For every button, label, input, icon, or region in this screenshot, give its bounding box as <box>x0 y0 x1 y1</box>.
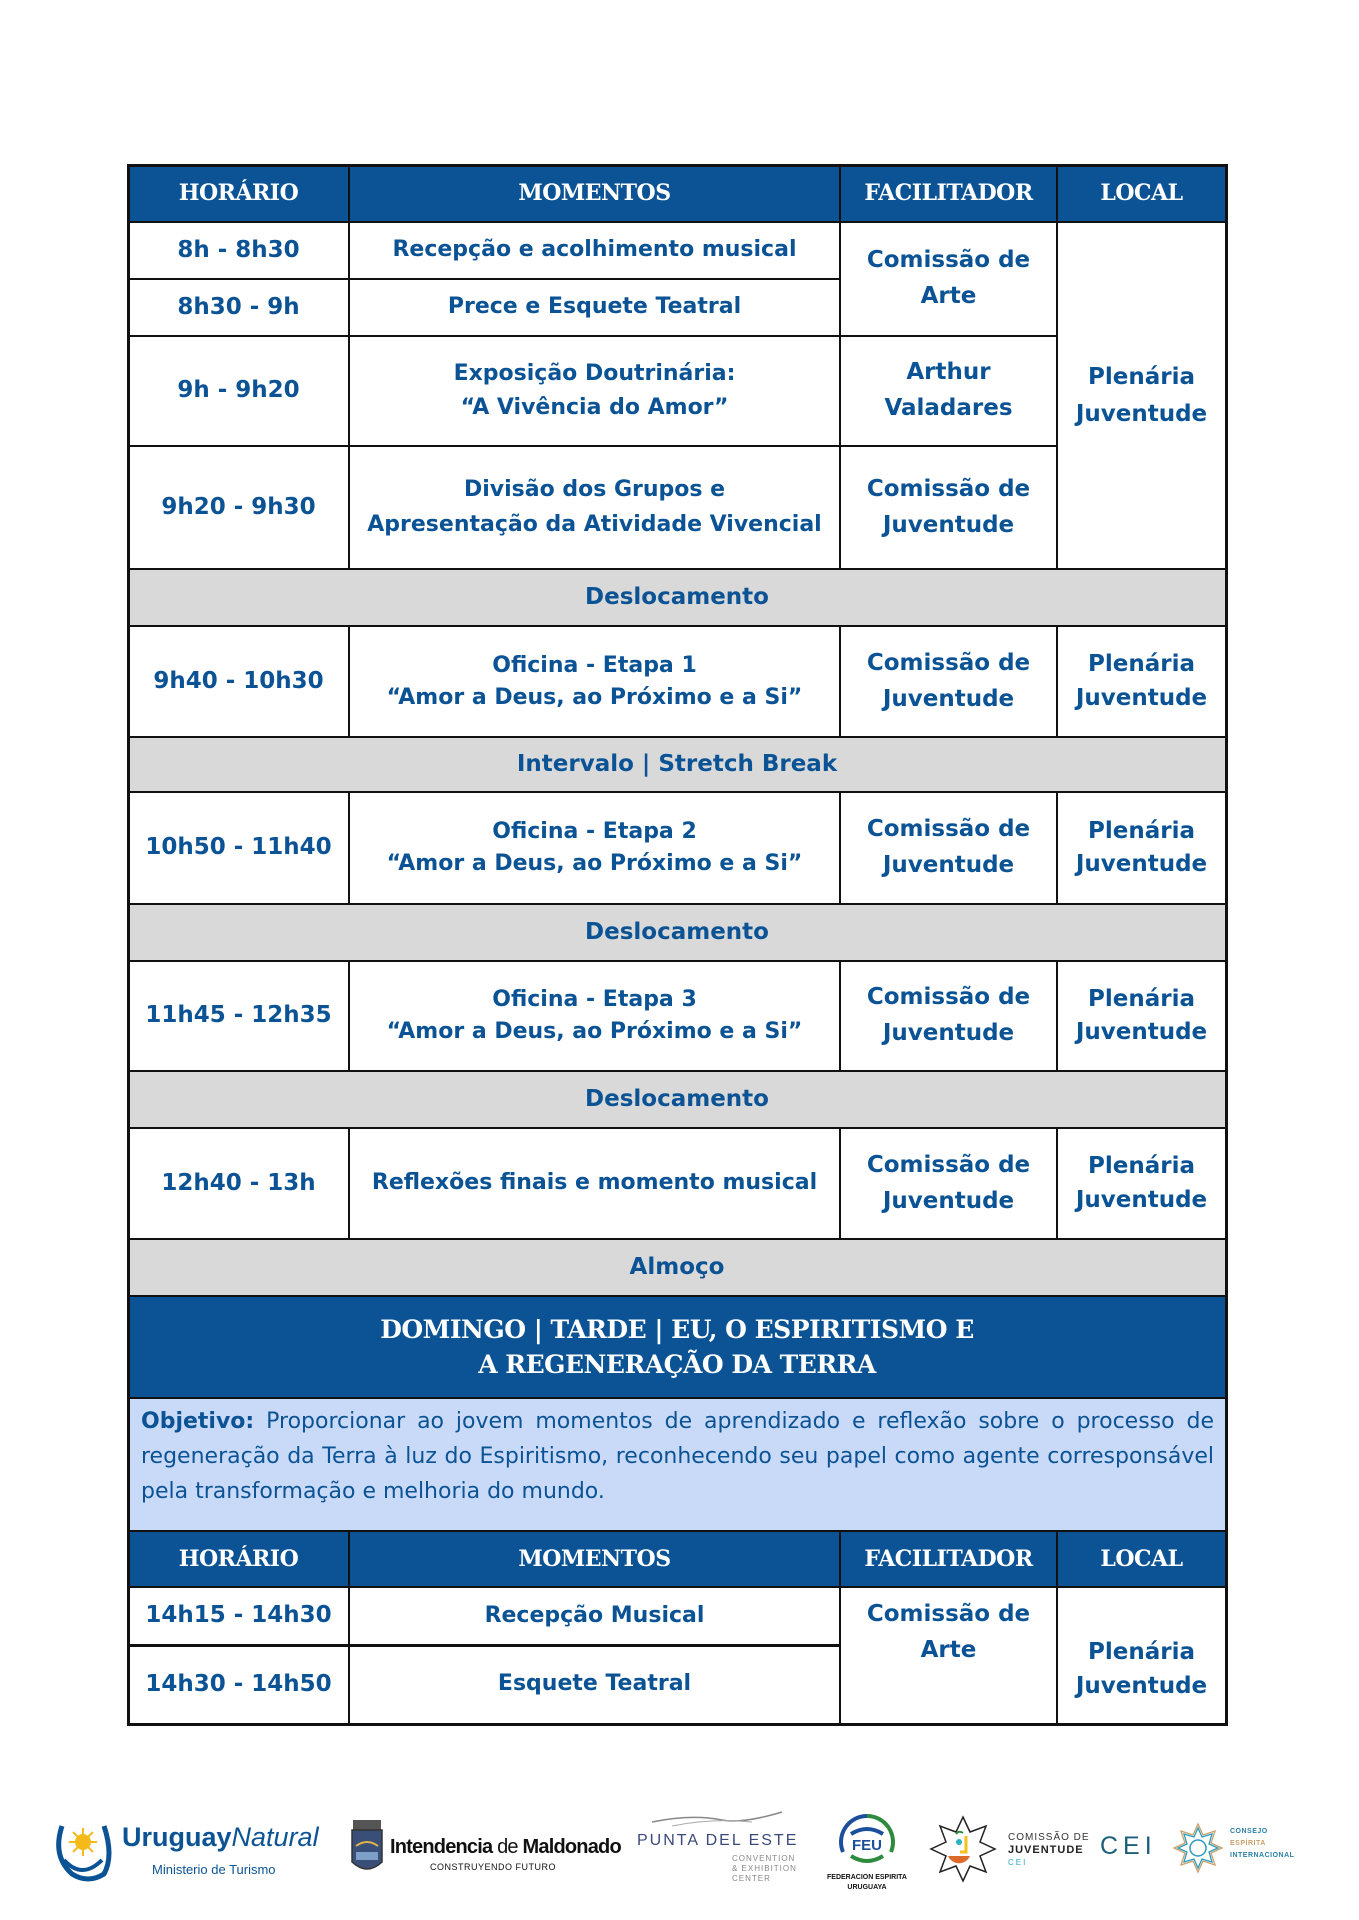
logo-text: de <box>497 1836 518 1858</box>
logo-uruguay-natural <box>52 1818 322 1888</box>
separator-text: Intervalo | Stretch Break <box>516 750 838 777</box>
table-border <box>127 164 130 1726</box>
header-horario: HORÁRIO <box>128 1531 349 1587</box>
column-divider <box>839 165 841 569</box>
comissao-star-icon <box>928 1814 998 1884</box>
moment-text: Recepção e acolhimento musical <box>392 237 797 263</box>
row-divider <box>128 1586 1226 1588</box>
local-text: Plenária <box>1088 363 1195 390</box>
separator-text: Deslocamento <box>585 1085 769 1112</box>
separator-text: Deslocamento <box>585 583 769 610</box>
logo-text: Intendencia <box>390 1836 493 1858</box>
facilitator-text: Juventude <box>882 852 1015 878</box>
section-title-banner <box>128 1296 1226 1398</box>
logo-text: FEU <box>852 1837 882 1854</box>
separator-row <box>128 737 1226 792</box>
sun-arc-icon <box>52 1820 114 1882</box>
separator-row <box>128 904 1226 961</box>
header-horario: HORÁRIO <box>128 165 349 222</box>
table-border <box>1225 164 1228 1726</box>
time-cell <box>128 792 349 904</box>
local-cell <box>1057 1128 1226 1239</box>
header-facilitador: FACILITADOR <box>840 1531 1057 1587</box>
logo-subtitle: CONSTRUYENDO FUTURO <box>430 1862 556 1872</box>
local-text: Juventude <box>1075 1019 1208 1045</box>
waves-icon <box>642 1808 792 1828</box>
facilitator-text: Juventude <box>882 511 1015 538</box>
logo-subtitle: URUGUAYA <box>847 1884 887 1891</box>
column-divider <box>348 1128 350 1239</box>
time-cell <box>128 222 349 279</box>
time-text: 10h50 - 11h40 <box>145 834 332 861</box>
time-text: 9h20 - 9h30 <box>161 493 316 520</box>
logo-punta-del-este <box>632 1808 802 1898</box>
objective-box <box>128 1398 1226 1531</box>
row-divider <box>128 1397 1226 1399</box>
moment-text: Reflexões finais e momento musical <box>371 1170 818 1196</box>
facilitator-text: Comissão de <box>866 816 1031 843</box>
local-text: Plenária <box>1088 1639 1195 1666</box>
header-momentos: MOMENTOS <box>349 1531 840 1587</box>
facilitator-text: Comissão de <box>866 247 1031 274</box>
facilitator-text: Comissão de <box>866 475 1031 502</box>
row-divider <box>128 960 1226 962</box>
local-cell <box>1057 626 1226 737</box>
header-facilitador: FACILITADOR <box>840 165 1057 222</box>
local-text: Juventude <box>1075 684 1208 711</box>
facilitator-cell <box>840 1587 1057 1724</box>
logo-text: Natural <box>231 1822 319 1852</box>
row-divider <box>128 278 840 280</box>
moment-cell <box>349 336 840 446</box>
column-divider <box>348 961 350 1071</box>
facilitator-cell <box>840 961 1057 1071</box>
facilitator-text: Valadares <box>884 395 1013 421</box>
row-divider <box>128 791 1226 793</box>
logo-text: COMISSÃO DE <box>1008 1832 1090 1843</box>
table-border <box>127 1723 1228 1726</box>
row-divider <box>128 736 1226 738</box>
column-divider <box>348 165 350 569</box>
table-border <box>127 164 1228 167</box>
moment-cell <box>349 626 840 737</box>
local-text: Juventude <box>1075 1186 1208 1213</box>
local-text: Juventude <box>1075 400 1208 427</box>
moment-text: Oficina - Etapa 3 <box>492 987 697 1013</box>
column-divider <box>839 1128 841 1239</box>
facilitator-text: Juventude <box>882 685 1015 712</box>
logo-text: PUNTA DEL ESTE <box>637 1832 799 1849</box>
time-text: 8h30 - 9h <box>177 293 300 320</box>
moment-cell <box>349 792 840 904</box>
feu-emblem-icon <box>837 1812 897 1872</box>
logo-intendencia-maldonado <box>350 1812 621 1892</box>
moment-cell <box>349 1128 840 1239</box>
column-divider <box>348 626 350 737</box>
logo-subtitle: Ministerio de Turismo <box>152 1862 276 1877</box>
moment-text: Esquete Teatral <box>497 1671 692 1697</box>
objective-text: Proporcionar ao jovem momentos de aprendizado e reflexão sobre o processo de regeneração da Terra à luz do Espiritismo, reconhecendo seu papel como agente corresponsável pela transformação e melhoria do mundo. <box>141 1409 1214 1505</box>
column-divider <box>1056 961 1058 1071</box>
time-cell <box>128 446 349 569</box>
local-text: Plenária <box>1088 817 1195 844</box>
column-divider <box>1056 792 1058 904</box>
logo-text: CEI <box>1008 1858 1028 1867</box>
sponsor-logos <box>0 1800 1359 1910</box>
logo-text: JUVENTUDE <box>1008 1844 1084 1856</box>
facilitator-text: Comissão de <box>866 1151 1031 1178</box>
time-cell <box>128 1587 349 1645</box>
row-divider <box>128 335 1057 337</box>
logo-subtitle: CONVENTION <box>732 1854 796 1863</box>
facilitator-cell <box>840 446 1057 569</box>
moment-cell <box>349 279 840 336</box>
separator-text: Almoço <box>629 1253 725 1280</box>
column-divider <box>1056 1128 1058 1239</box>
separator-row <box>128 1239 1226 1296</box>
facilitator-cell <box>840 1128 1057 1239</box>
section-title-line: A REGENERAÇÃO DA TERRA <box>478 1350 876 1379</box>
column-divider <box>839 1531 841 1724</box>
column-divider <box>1056 165 1058 569</box>
logo-text: ESPÍRITA <box>1230 1840 1266 1847</box>
logo-subtitle: FEDERACION ESPIRITA <box>827 1874 907 1881</box>
moment-text: “Amor a Deus, ao Próximo e a Si” <box>386 1019 803 1044</box>
column-divider <box>1056 626 1058 737</box>
local-text: Juventude <box>1075 1672 1208 1699</box>
column-divider <box>839 961 841 1071</box>
logo-subtitle: & EXHIBITION <box>732 1864 797 1873</box>
time-cell <box>128 336 349 446</box>
separator-row <box>128 569 1226 626</box>
moment-cell <box>349 1645 840 1724</box>
section-title-line: DOMINGO | TARDE | EU, O ESPIRITISMO E <box>380 1315 974 1344</box>
logo-comissao-juventude <box>928 1810 1088 1900</box>
local-cell <box>1057 792 1226 904</box>
logo-text: Maldonado <box>522 1836 621 1858</box>
local-text: Plenária <box>1088 985 1195 1012</box>
cei-star-icon <box>1172 1822 1224 1874</box>
time-text: 9h40 - 10h30 <box>153 667 324 694</box>
time-cell <box>128 961 349 1071</box>
column-divider <box>839 626 841 737</box>
logo-text: CONSEJO <box>1230 1828 1268 1835</box>
time-cell <box>128 279 349 336</box>
local-cell <box>1057 222 1226 569</box>
time-text: 14h30 - 14h50 <box>145 1670 332 1697</box>
moment-text: “A Vivência do Amor” <box>460 395 729 420</box>
logo-feu <box>822 1812 912 1904</box>
row-divider <box>128 903 1226 905</box>
header-local: LOCAL <box>1057 1531 1226 1587</box>
time-text: 8h - 8h30 <box>177 236 300 263</box>
facilitator-text: Comissão de <box>866 649 1031 676</box>
local-text: Juventude <box>1075 851 1208 877</box>
row-divider <box>128 1127 1226 1129</box>
moment-text: Prece e Esquete Teatral <box>447 294 742 320</box>
facilitator-text: Arte <box>920 1636 977 1663</box>
logo-text: CEI <box>1100 1832 1157 1860</box>
local-text: Plenária <box>1088 1153 1195 1180</box>
facilitator-text: Comissão de <box>866 984 1031 1011</box>
time-text: 12h40 - 13h <box>161 1169 316 1196</box>
separator-text: Deslocamento <box>585 918 769 945</box>
objective-label: Objetivo: <box>141 1409 255 1434</box>
facilitator-text: Arthur <box>906 359 991 386</box>
row-divider <box>128 1238 1226 1240</box>
row-divider <box>128 221 1226 223</box>
facilitator-cell <box>840 792 1057 904</box>
row-divider <box>128 445 1057 447</box>
logo-text: INTERNACIONAL <box>1230 1852 1295 1859</box>
local-cell <box>1057 961 1226 1071</box>
logo-subtitle: CENTER <box>732 1874 771 1883</box>
local-text: Plenária <box>1088 651 1195 678</box>
row-divider <box>128 568 1226 570</box>
facilitator-text: Juventude <box>882 1020 1015 1046</box>
moment-cell <box>349 446 840 569</box>
column-divider <box>839 792 841 904</box>
moment-text: Divisão dos Grupos e <box>463 477 726 503</box>
facilitator-text: Arte <box>920 283 977 309</box>
column-divider <box>1056 1531 1058 1724</box>
moment-text: “Amor a Deus, ao Próximo e a Si” <box>386 851 803 876</box>
moment-text: Recepção Musical <box>484 1602 705 1628</box>
facilitator-cell <box>840 336 1057 446</box>
moment-cell <box>349 1587 840 1645</box>
row-divider <box>128 1530 1226 1532</box>
moment-text: Oficina - Etapa 1 <box>492 652 697 678</box>
time-cell <box>128 626 349 737</box>
facilitator-text: Comissão de <box>866 1601 1031 1627</box>
logo-cei <box>1100 1822 1300 1892</box>
row-divider <box>128 1644 840 1647</box>
moment-cell <box>349 222 840 279</box>
time-cell <box>128 1645 349 1724</box>
row-divider <box>128 1295 1226 1297</box>
logo-text: Uruguay <box>122 1822 232 1852</box>
moment-text: “Amor a Deus, ao Próximo e a Si” <box>386 684 803 710</box>
moment-text: Exposição Doutrinária: <box>453 360 736 386</box>
row-divider <box>128 1070 1226 1072</box>
coat-of-arms-icon <box>350 1820 384 1876</box>
time-text: 14h15 - 14h30 <box>145 1602 332 1629</box>
header-local: LOCAL <box>1057 165 1226 222</box>
facilitator-cell <box>840 222 1057 336</box>
time-text: 9h - 9h20 <box>177 377 300 404</box>
header-momentos: MOMENTOS <box>349 165 840 222</box>
row-divider <box>128 625 1226 627</box>
column-divider <box>348 792 350 904</box>
moment-text: Oficina - Etapa 2 <box>492 819 697 845</box>
facilitator-cell <box>840 626 1057 737</box>
separator-row <box>128 1071 1226 1128</box>
facilitator-text: Juventude <box>882 1187 1015 1214</box>
time-text: 11h45 - 12h35 <box>145 1002 332 1029</box>
time-cell <box>128 1128 349 1239</box>
column-divider <box>348 1531 350 1724</box>
local-cell <box>1057 1587 1226 1724</box>
moment-cell <box>349 961 840 1071</box>
moment-text: Apresentação da Atividade Vivencial <box>367 511 822 537</box>
